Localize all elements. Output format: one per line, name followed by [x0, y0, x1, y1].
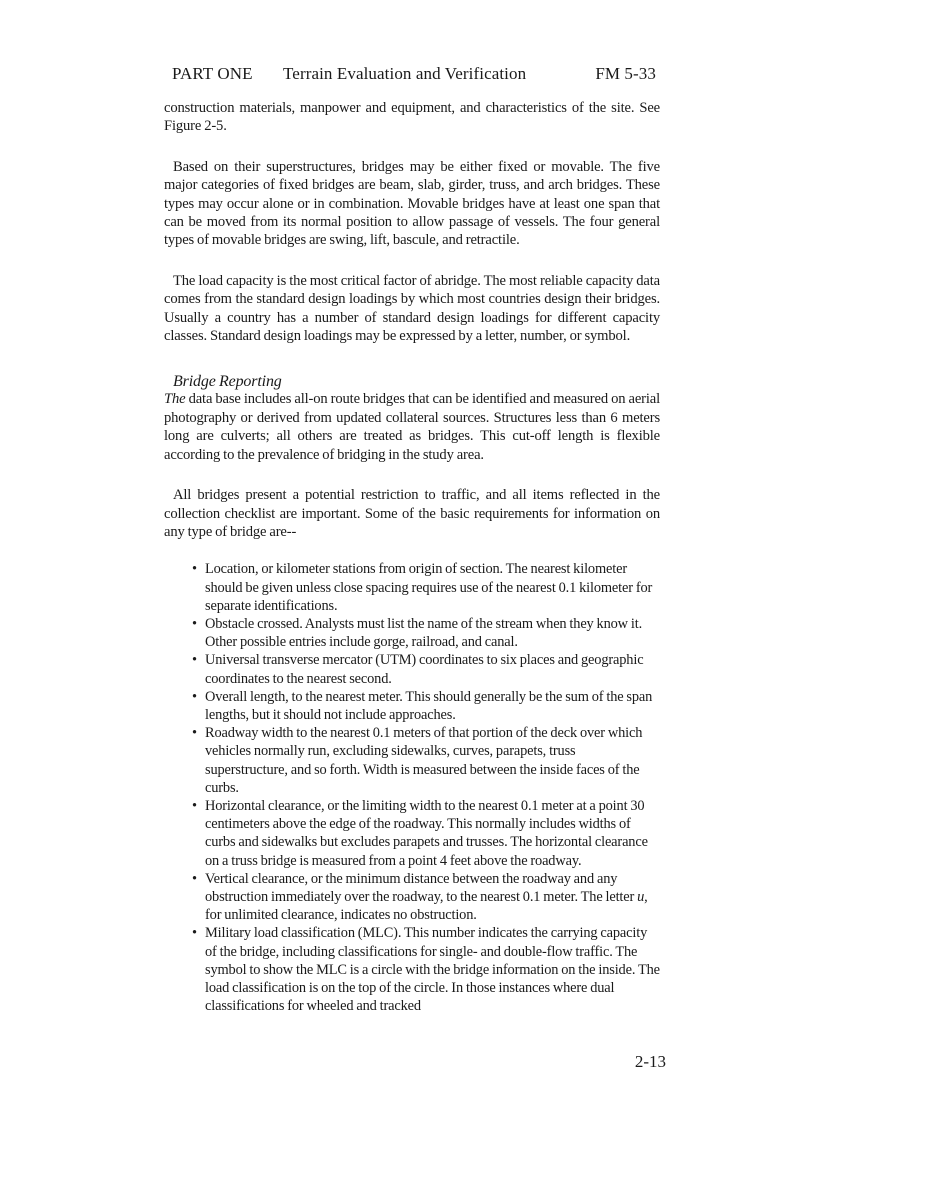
running-header — [172, 64, 656, 88]
paragraph-data-base — [164, 390, 660, 464]
bullet-icon: • — [192, 652, 197, 669]
list-item — [164, 688, 660, 724]
list-item-text: Vertical clearance, or the minimum distance between the roadway and any obstruction immediately over the roadway, to the nearest 0.1 meter. The letter — [205, 870, 638, 905]
bullet-icon: • — [192, 561, 197, 578]
bullet-icon: • — [192, 870, 197, 887]
unlimited-letter: u — [637, 888, 645, 905]
bullet-icon: • — [192, 725, 197, 742]
paragraph-construction: construction materials, manpower and equipment, and characteristics of the site. See Figure 2-5. — [164, 100, 660, 135]
bullet-icon: • — [192, 925, 197, 942]
list-item — [164, 924, 660, 1015]
bullet-icon: • — [192, 797, 197, 814]
intro-rest: data base includes all-on route bridges that can be identified and measured on aerial photography or derived from updated collateral sources. Structures less than 6 meters long are culverts; all others are treated as bridges. This cut-off length is flexible according to the prevalence of bridging in the study area. — [164, 391, 660, 463]
list-item-text: Military load classification (MLC). This number indicates the carrying capacity of the bridge, including classifications for single- and double-flow traffic. The symbol to show the MLC is a circle with the bridge information on the inside. The load classification is on the top of the circle. In those instances where dual classifications for wheeled and tracked — [205, 925, 660, 1015]
header-part: PART ONE — [172, 64, 253, 83]
header-title: Terrain Evaluation and Verification — [283, 64, 527, 83]
paragraph-load-capacity: The load capacity is the most critical factor of abridge. The most reliable capacity data comes from the standard design loadings by which most countries design their bridges. Usually a country has a number of standard design loadings for different capacity classes. Standard design loadings may be expressed by a letter, number, or symbol. — [164, 272, 660, 345]
list-item — [164, 615, 660, 651]
list-item — [164, 797, 660, 870]
list-item — [164, 724, 660, 797]
list-item-text: Roadway width to the nearest 0.1 meters of that portion of the deck over which vehicles normally run, excluding sidewalks, curves, parapets, truss superstructure, and so forth. Width is measured between the inside faces of the curbs. — [205, 725, 643, 796]
bullet-icon: • — [192, 688, 197, 705]
list-item — [164, 870, 660, 925]
list-item — [164, 560, 660, 615]
list-item-text: Universal transverse mercator (UTM) coordinates to six places and geographic coordinates to the nearest second. — [205, 652, 644, 687]
list-item-text: , for unlimited clearance, indicates no obstruction. — [205, 888, 648, 924]
paragraph-superstructures: Based on their superstructures, bridges may be either fixed or movable. The five major categories of fixed bridges are beam, slab, girder, truss, and arch bridges. These types may occur alone or in combination. Movable bridges have at least one span that can be moved from its normal position to allow passage of vessels. The four general types of movable bridges are swing, lift, bascule, and retractile. — [164, 158, 660, 249]
requirements-list — [164, 560, 660, 1015]
paragraph-requirements-intro: All bridges present a potential restriction to traffic, and all items reflected in the collection checklist are important. Some of the basic requirements for information on any type of bridge are-- — [164, 487, 660, 540]
list-item — [164, 651, 660, 687]
body-text — [164, 99, 660, 1015]
page-number: 2-13 — [634, 1052, 666, 1071]
list-item-text: Overall length, to the nearest meter. This should generally be the sum of the span lengths, but it should not include approaches. — [205, 688, 653, 723]
list-item-text: Obstacle crossed. Analysts must list the name of the stream when they know it. Other possible entries include gorge, railroad, and canal. — [205, 615, 643, 651]
bullet-icon: • — [192, 615, 197, 632]
list-item-text: Horizontal clearance, or the limiting width to the nearest 0.1 meter at a point 30 centimeters above the edge of the roadway. This normally includes widths of curbs and sidewalks but excludes parapets and trusses. The horizontal clearance on a truss bridge is measured from a point 4 feet above the roadway. — [205, 797, 648, 869]
header-manual-number: FM 5-33 — [595, 64, 656, 83]
list-item-text: Location, or kilometer stations from origin of section. The nearest kilometer should be given unless close spacing requires use of the nearest 0.1 kilometer for separate identifications. — [205, 561, 653, 614]
section-heading-bridge-reporting: Bridge Reporting — [173, 373, 282, 391]
intro-lead-word: The — [164, 391, 186, 408]
